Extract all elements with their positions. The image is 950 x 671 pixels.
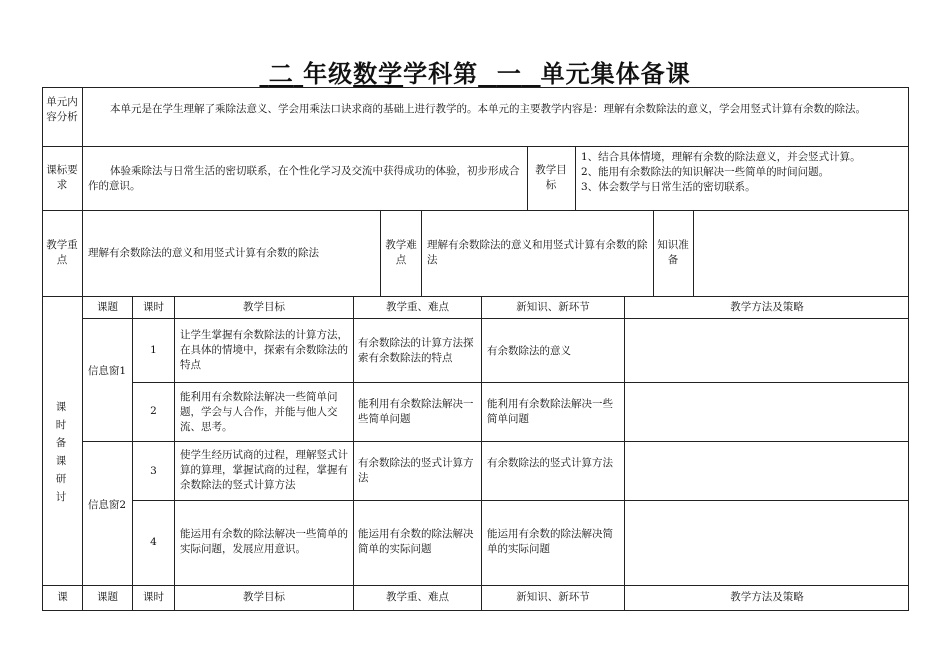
period-cell: 3 bbox=[150, 465, 157, 477]
footer-header-topic: 课题 bbox=[97, 591, 118, 603]
difficulty-label: 教学难点 bbox=[385, 239, 417, 266]
footer-header-new: 新知识、新环节 bbox=[516, 591, 590, 603]
period-cell: 2 bbox=[150, 405, 157, 417]
key-cell: 能运用有余数的除法解决简单的实际问题 bbox=[358, 528, 474, 555]
footer-header-key: 教学重、难点 bbox=[386, 591, 449, 603]
title-grade: 二 bbox=[268, 60, 294, 88]
page-title bbox=[0, 54, 950, 89]
key-cell: 有余数除法的竖式计算方法 bbox=[358, 457, 474, 484]
goal-cell: 能运用有余数的除法解决一些简单的实际问题，发展应用意识。 bbox=[180, 528, 348, 555]
teaching-goal-1: 1、结合具体情境，理解有余数的除法意义，并会竖式计算。 bbox=[581, 151, 861, 163]
header-method: 教学方法及策略 bbox=[730, 301, 804, 313]
key-cell: 能利用有余数除法解决一些简单问题 bbox=[358, 398, 474, 425]
curriculum-text: 体验乘除法与日常生活的密切联系，在个性化学习及交流中获得成功的体验，初步形成合作的意识。 bbox=[88, 165, 520, 192]
header-topic: 课题 bbox=[97, 301, 118, 313]
new-cell: 有余数除法的竖式计算方法 bbox=[487, 457, 613, 469]
goal-cell: 使学生经历试商的过程，理解竖式计算的算理，掌握试商的过程，掌握有余数除法的竖式计算方法 bbox=[180, 449, 348, 491]
goal-cell: 让学生掌握有余数除法的计算方法，在具体的情境中，探索有余数除法的特点 bbox=[180, 329, 348, 371]
teaching-goal-3: 3、体会数学与日常生活的密切联系。 bbox=[581, 181, 756, 193]
header-key: 教学重、难点 bbox=[386, 301, 449, 313]
title-unit: 一 bbox=[496, 60, 522, 88]
teaching-goal-2: 2、能用有余数除法的知识解决一些简单的时间问题。 bbox=[581, 166, 830, 178]
curriculum-label: 课标要求 bbox=[46, 164, 78, 191]
lesson-research-label: 课时备课研讨 bbox=[55, 401, 67, 503]
topic-info-window-1: 信息窗1 bbox=[87, 365, 127, 377]
period-cell: 1 bbox=[150, 344, 157, 356]
header-period: 课时 bbox=[143, 301, 164, 313]
unit-analysis-text: 本单元是在学生理解了乘除法意义、学会用乘法口诀求商的基础上进行教学的。本单元的主要教学内容是：理解有余数除法的意义，学会用竖式计算有余数的除法。 bbox=[110, 103, 866, 115]
title-unit-suffix: 单元集体备课 bbox=[540, 60, 691, 88]
period-cell: 4 bbox=[150, 536, 157, 548]
unit-analysis-label: 单元内容分析 bbox=[46, 96, 78, 123]
footer-header-goal: 教学目标 bbox=[243, 591, 285, 603]
key-points-text: 理解有余数除法的意义和用竖式计算有余数的除法 bbox=[88, 247, 319, 259]
new-cell: 能利用有余数除法解决一些简单问题 bbox=[487, 398, 613, 425]
footer-side-label: 课 bbox=[57, 591, 68, 603]
new-cell: 能运用有余数的除法解决简单的实际问题 bbox=[487, 528, 613, 555]
header-goal: 教学目标 bbox=[243, 301, 285, 313]
key-points-label: 教学重点 bbox=[46, 239, 78, 266]
footer-header-method: 教学方法及策略 bbox=[730, 591, 804, 603]
difficulty-text: 理解有余数除法的意义和用竖式计算有余数的除法 bbox=[427, 239, 648, 266]
title-grade-suffix: 年级 bbox=[303, 60, 354, 88]
title-subject-suffix: 学科第 bbox=[403, 60, 479, 88]
goal-cell: 能利用有余数除法解决一些简单问题，学会与人合作，并能与他人交流、思考。 bbox=[180, 391, 338, 433]
title-subject: 数学 bbox=[353, 60, 404, 88]
knowledge-prep-label: 知识准备 bbox=[657, 239, 689, 266]
topic-info-window-2: 信息窗2 bbox=[87, 499, 127, 511]
header-new: 新知识、新环节 bbox=[516, 301, 590, 313]
new-cell: 有余数除法的意义 bbox=[487, 345, 571, 357]
footer-header-period: 课时 bbox=[143, 591, 164, 603]
teaching-goal-label: 教学目标 bbox=[535, 164, 567, 191]
key-cell: 有余数除法的计算方法探索有余数除法的特点 bbox=[358, 337, 474, 364]
teaching-goals bbox=[581, 150, 907, 195]
